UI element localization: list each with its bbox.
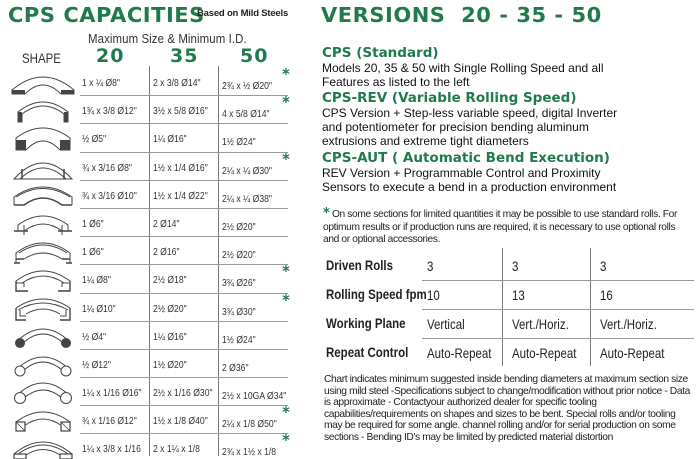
capacity-cell: 1¼ Ø16" xyxy=(153,133,187,146)
capacity-cell: 1¼ Ø10" xyxy=(82,302,116,315)
model-50-header: 50 xyxy=(240,45,269,67)
description-line: Models 20, 35 & 50 with Single Rolling Speed and all xyxy=(322,61,604,75)
optional-rolls-note xyxy=(323,208,693,247)
description-line: Features as listed to the left xyxy=(322,75,470,89)
optional-rolls-star-icon: * xyxy=(282,65,290,83)
table-row xyxy=(322,281,674,310)
capacity-cell: ¾ x 3/16 Ø10" xyxy=(82,189,137,202)
capacity-cell: 2½ Ø20" xyxy=(153,302,187,315)
capacity-cell: 1¼ Ø16" xyxy=(153,330,187,343)
table-row xyxy=(0,290,300,322)
capacity-cell: 1 Ø6" xyxy=(82,217,104,230)
version-cps-aut-description xyxy=(322,166,622,194)
capacity-cell: 2¼ x ¼ Ø30" xyxy=(222,164,272,177)
optional-rolls-star-icon: * xyxy=(282,149,290,168)
capacity-cell: 1¼ x 1/16 Ø16" xyxy=(82,387,142,400)
table-row xyxy=(0,237,300,265)
capacity-cell: 4 x 5/8 Ø14" xyxy=(222,108,270,121)
capacity-cell: 1 Ø6" xyxy=(82,246,104,259)
table-row xyxy=(0,149,300,181)
channel-flanges-in-icon xyxy=(10,267,76,292)
spec-value: Vertical xyxy=(427,316,465,332)
capacity-cell: 2½ x 10GA Ø34" xyxy=(222,390,287,403)
channel-flanges-out-icon xyxy=(10,296,76,321)
table-row xyxy=(322,252,674,281)
optional-rolls-star-icon: * xyxy=(282,262,290,281)
model-35-header: 35 xyxy=(170,45,199,67)
description-line: Sensors to execute a bend in a production environment xyxy=(322,180,617,194)
table-row xyxy=(322,310,674,339)
capacity-cell: 2¾ x ½ Ø20" xyxy=(222,80,272,92)
table-row xyxy=(0,181,300,209)
capacity-cell: 1½ Ø24" xyxy=(222,136,256,149)
capacity-cell: ¾ x 3/16 Ø8" xyxy=(82,161,132,174)
description-line: extrusions and extreme tight diameters xyxy=(322,134,529,148)
capacities-title: CPS CAPACITIES xyxy=(8,3,205,27)
capacity-cell: 2 Ø16" xyxy=(153,246,180,259)
capacity-cell: ½ Ø12" xyxy=(82,358,111,371)
table-row xyxy=(0,322,300,350)
description-line: and potentiometer for precision bending aluminum xyxy=(322,120,589,134)
spec-value: Vert./Horiz. xyxy=(600,316,657,332)
spec-value: 3 xyxy=(600,258,607,274)
capacity-cell: 2 x 3/8 Ø14" xyxy=(153,77,201,89)
square-bar-icon xyxy=(10,126,76,151)
capacity-cell: 1¼ Ø8" xyxy=(82,274,111,287)
spec-label: Repeat Control xyxy=(326,344,409,360)
description-line: REV Version + Programmable Control and Proximity xyxy=(322,166,601,180)
capacity-cell: 1¾ x 3/8 Ø12" xyxy=(82,105,137,118)
table-row xyxy=(0,431,300,459)
spec-value: Auto-Repeat xyxy=(427,345,492,361)
description-line: CPS Version + Step-less variable speed, digital Inverter xyxy=(322,106,618,120)
round-tube-icon xyxy=(10,380,76,405)
versions-title: VERSIONS 20 - 35 - 50 xyxy=(321,3,602,27)
angle-leg-out-icon xyxy=(10,183,76,208)
capacity-cell: 2 Ø36" xyxy=(222,361,249,374)
capacity-cell: ¾ x 1/16 Ø12" xyxy=(82,415,137,428)
table-row xyxy=(0,93,300,124)
capacity-cell: 2¼ x 1/8 Ø50" xyxy=(222,418,277,431)
capacity-cell: 1½ Ø20" xyxy=(153,358,187,371)
spec-label: Working Plane xyxy=(326,315,406,331)
spec-value: 13 xyxy=(512,287,525,303)
table-row xyxy=(0,209,300,237)
capacity-cell: 1½ x 1/8 Ø40" xyxy=(153,415,208,428)
table-row xyxy=(0,124,300,152)
rectangular-tube-icon xyxy=(10,436,76,459)
table-caption: Maximum Size & Minimum I.D. xyxy=(88,31,247,46)
optional-rolls-star-icon: * xyxy=(282,431,290,450)
tee-stem-in-icon xyxy=(10,211,76,236)
capacity-cell: 3½ x 5/8 Ø16" xyxy=(153,105,208,118)
round-bar-icon xyxy=(10,324,76,349)
capacity-cell: 1 x ¼ Ø8" xyxy=(82,77,121,89)
spec-value: Auto-Repeat xyxy=(600,345,665,361)
table-row xyxy=(0,350,300,378)
shape-column-header: SHAPE xyxy=(22,51,61,66)
table-row xyxy=(0,262,300,293)
based-on-label: Based on Mild Steels xyxy=(197,8,289,19)
optional-rolls-star-icon: * xyxy=(282,290,290,309)
version-cps-aut-heading: CPS-AUT ( Automatic Bend Execution) xyxy=(322,150,610,166)
optional-rolls-star-icon: * xyxy=(282,403,290,422)
capacity-cell: ½ Ø5" xyxy=(82,133,107,146)
table-row xyxy=(0,65,300,96)
capacity-cell: 2½ x 1/16 Ø30" xyxy=(153,387,213,400)
note-text: On some sections for limited quantities it may be possible to use standard rolls. For optimum results or if production runs are required, it is necessary to use optional rolls and or optional accessories. xyxy=(323,209,678,245)
capacity-cell: 2¼ x ¼ Ø38" xyxy=(222,192,272,205)
optional-rolls-star-icon: * xyxy=(282,93,290,112)
version-cps-heading: CPS (Standard) xyxy=(322,45,439,61)
flat-bar-easy-way-icon xyxy=(10,70,76,95)
disclaimer-text: Chart indicates minimum suggested inside bending diameters at maximum section size using mild steel -Specifications subject to change/modification without prior notice - Data is approximate - Contactyour authorized dealer for specific tooling capabilities/requirements on shapes and sizes to be bent. Special rolls and/or tooling may be required for some angle. channel rolling and/or for serial production on some sections - Bending ID's may be limited by predicted material distortion xyxy=(324,374,690,443)
table-row xyxy=(0,378,300,406)
spec-value: 10 xyxy=(427,287,440,303)
flat-bar-hard-way-icon xyxy=(10,98,76,123)
model-20-header: 20 xyxy=(96,45,125,67)
capacity-cell: 2 x 1¼ x 1/8 xyxy=(153,443,200,456)
capacity-cell: 1½ x 1/4 Ø22" xyxy=(153,189,208,202)
capacity-cell: 2 Ø14" xyxy=(153,217,180,230)
tee-stem-out-icon xyxy=(10,239,76,264)
spec-label: Rolling Speed fpm xyxy=(326,286,427,302)
table-row xyxy=(0,403,300,434)
spec-value: 3 xyxy=(427,258,434,274)
angle-leg-in-icon xyxy=(10,155,76,180)
table-row xyxy=(322,339,674,368)
square-tube-icon xyxy=(10,408,76,433)
capacity-table xyxy=(0,65,300,459)
capacity-cell: 1½ x 1/4 Ø16" xyxy=(153,161,208,174)
capacity-cell: 2½ Ø20" xyxy=(222,220,256,233)
capacity-cell: 3¾ Ø30" xyxy=(222,305,256,318)
capacity-cell: 1½ Ø24" xyxy=(222,333,256,346)
spec-value: Vert./Horiz. xyxy=(512,316,569,332)
star-icon: * xyxy=(323,206,330,221)
capacity-cell: 2½ Ø20" xyxy=(222,249,256,262)
spec-label: Driven Rolls xyxy=(326,257,393,273)
capacity-cell: 3¾ Ø26" xyxy=(222,277,256,290)
spec-table xyxy=(322,252,674,368)
spec-value: 16 xyxy=(600,287,613,303)
capacity-cell: 2½ Ø18" xyxy=(153,274,187,287)
version-cps-description xyxy=(322,61,622,89)
spec-value: 3 xyxy=(512,258,519,274)
capacity-cell: ½ Ø4" xyxy=(82,330,107,343)
spec-value: Auto-Repeat xyxy=(512,345,577,361)
capacity-cell: 1¼ x 3/8 x 1/16 xyxy=(82,443,141,456)
version-cps-rev-heading: CPS-REV (Variable Rolling Speed) xyxy=(322,90,577,106)
version-cps-rev-description xyxy=(322,106,622,148)
capacity-cell: 2¾ x 1½ x 1/8 xyxy=(222,446,277,459)
round-tube-small-icon xyxy=(10,352,76,377)
